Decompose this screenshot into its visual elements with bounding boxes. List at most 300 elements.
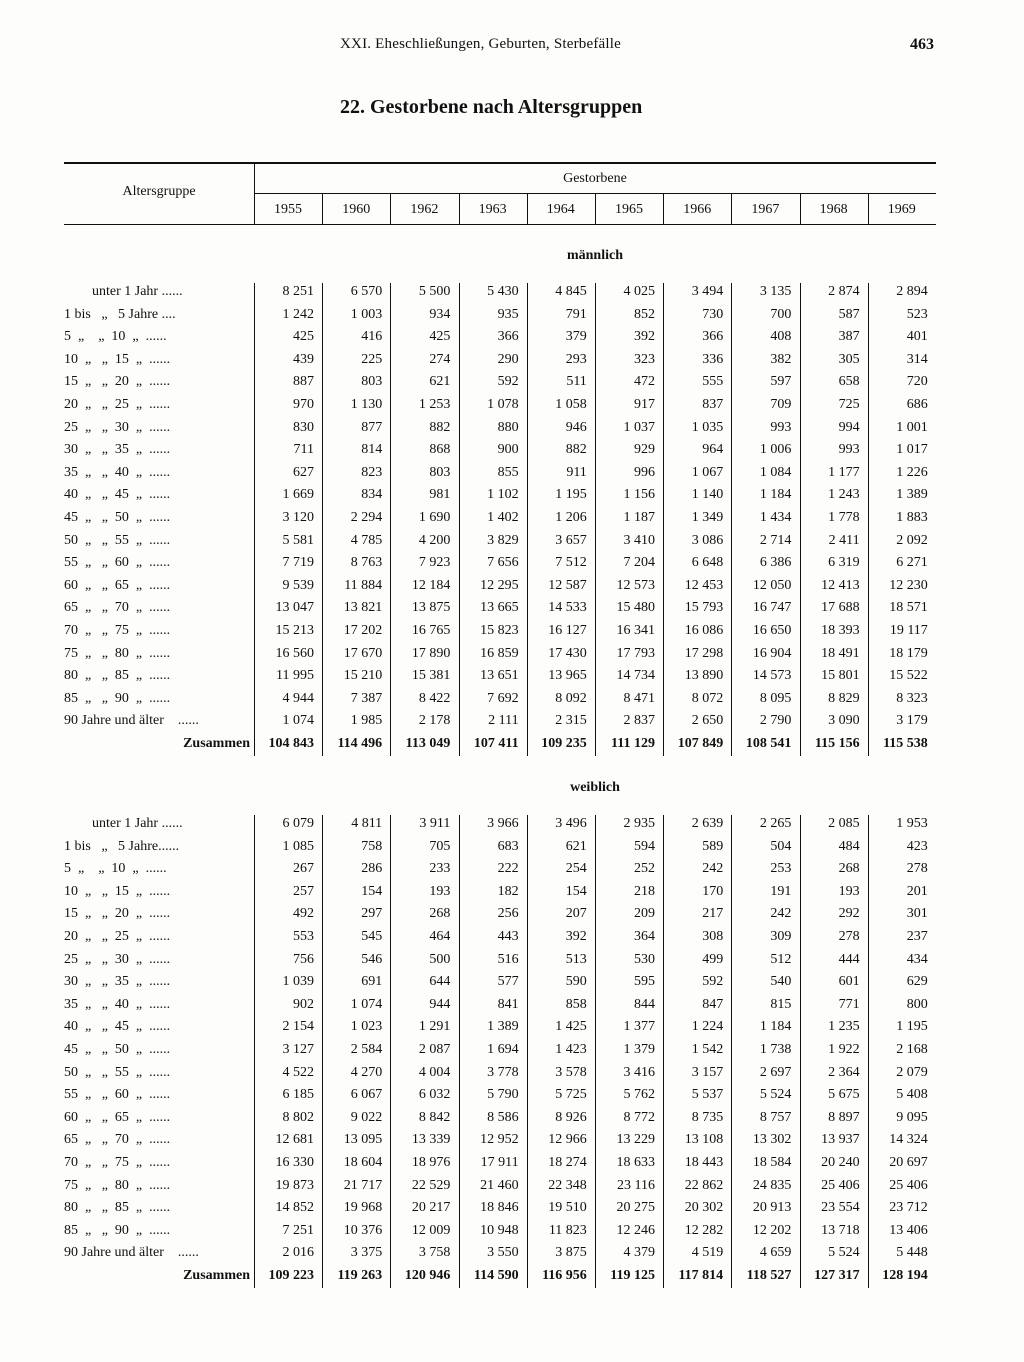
value-cell: 379 bbox=[565, 329, 587, 345]
value-cell: 823 bbox=[361, 464, 383, 480]
value-cell: 10 948 bbox=[480, 1222, 519, 1238]
value-cell: 7 692 bbox=[487, 690, 519, 706]
value-cell: 3 090 bbox=[828, 713, 860, 729]
value-cell: 1 187 bbox=[623, 510, 655, 525]
year-header: 1966 bbox=[683, 202, 712, 217]
value-cell: 17 202 bbox=[343, 623, 383, 638]
total-cell: 114 590 bbox=[473, 1268, 519, 1283]
value-cell: 887 bbox=[293, 374, 314, 390]
table-row bbox=[64, 994, 936, 1016]
value-cell: 4 200 bbox=[418, 532, 451, 548]
value-cell: 20 275 bbox=[616, 1200, 655, 1216]
value-cell: 2 837 bbox=[623, 713, 655, 729]
running-title: XXI. Eheschließungen, Geburten, Sterbefälle bbox=[340, 36, 622, 52]
age-group-label: 50 „ „ 55 „ ...... bbox=[64, 1064, 171, 1080]
value-cell: 8 926 bbox=[555, 1109, 587, 1125]
total-cell: 107 411 bbox=[473, 736, 519, 751]
table-row bbox=[64, 439, 936, 461]
age-group-label: 25 „ „ 30 „ ...... bbox=[64, 419, 171, 435]
value-cell: 1 017 bbox=[896, 442, 928, 458]
value-cell: 5 448 bbox=[896, 1245, 928, 1261]
table-row bbox=[64, 1175, 936, 1197]
value-cell: 12 246 bbox=[616, 1222, 655, 1238]
value-cell: 837 bbox=[702, 397, 724, 412]
value-cell: 15 213 bbox=[275, 623, 314, 638]
value-cell: 12 966 bbox=[548, 1132, 587, 1148]
value-cell: 434 bbox=[906, 951, 928, 967]
age-group-label: 60 „ „ 65 „ ...... bbox=[64, 1109, 171, 1125]
value-cell: 1 669 bbox=[282, 487, 314, 503]
value-cell: 7 719 bbox=[282, 555, 314, 571]
value-cell: 154 bbox=[565, 883, 587, 899]
table-row bbox=[64, 462, 936, 484]
value-cell: 1 542 bbox=[691, 1042, 724, 1057]
value-cell: 222 bbox=[497, 861, 519, 877]
value-cell: 6 067 bbox=[350, 1087, 383, 1103]
value-cell: 8 802 bbox=[282, 1109, 314, 1125]
age-group-label: 90 Jahre und älter ...... bbox=[64, 1245, 199, 1261]
value-cell: 23 116 bbox=[617, 1177, 655, 1193]
age-group-label: 30 „ „ 35 „ ...... bbox=[64, 442, 171, 458]
value-cell: 8 829 bbox=[828, 690, 860, 706]
value-cell: 17 911 bbox=[480, 1155, 519, 1170]
value-cell: 7 512 bbox=[555, 555, 587, 571]
total-cell: 115 538 bbox=[883, 736, 928, 751]
value-cell: 6 570 bbox=[350, 284, 383, 299]
value-cell: 1 379 bbox=[623, 1042, 655, 1057]
value-cell: 13 302 bbox=[752, 1132, 792, 1148]
table-row bbox=[64, 507, 936, 529]
value-cell: 964 bbox=[702, 442, 724, 458]
value-cell: 3 875 bbox=[555, 1245, 587, 1261]
age-group-label: 40 „ „ 45 „ ...... bbox=[64, 1019, 171, 1035]
value-cell: 1 102 bbox=[487, 487, 519, 503]
value-cell: 464 bbox=[429, 929, 451, 944]
value-cell: 5 430 bbox=[487, 284, 519, 299]
value-cell: 7 204 bbox=[623, 555, 655, 571]
age-group-label: 10 „ „ 15 „ ...... bbox=[64, 883, 171, 899]
value-cell: 292 bbox=[838, 906, 860, 922]
value-cell: 366 bbox=[497, 329, 519, 345]
year-header: 1962 bbox=[410, 202, 439, 217]
value-cell: 4 785 bbox=[350, 532, 383, 548]
value-cell: 12 587 bbox=[548, 577, 587, 593]
value-cell: 993 bbox=[770, 419, 792, 435]
value-cell: 855 bbox=[497, 464, 519, 480]
year-header: 1965 bbox=[615, 202, 643, 217]
value-cell: 17 430 bbox=[548, 645, 587, 661]
table-row bbox=[64, 304, 936, 326]
value-cell: 1 006 bbox=[759, 442, 792, 458]
value-cell: 286 bbox=[361, 861, 383, 877]
age-group-label: 75 „ „ 80 „ ...... bbox=[64, 645, 171, 661]
value-cell: 12 050 bbox=[752, 577, 792, 593]
table-row bbox=[64, 643, 936, 665]
value-cell: 1 883 bbox=[896, 510, 928, 525]
value-cell: 382 bbox=[770, 351, 792, 367]
table-row bbox=[64, 710, 936, 732]
value-cell: 12 282 bbox=[684, 1222, 724, 1238]
value-cell: 513 bbox=[565, 951, 587, 967]
year-header: 1967 bbox=[751, 202, 780, 217]
age-group-label: 1 bis „ 5 Jahre .... bbox=[64, 306, 176, 322]
value-cell: 1 085 bbox=[282, 838, 314, 854]
value-cell: 416 bbox=[361, 329, 383, 345]
age-group-label: 10 „ „ 15 „ ...... bbox=[64, 351, 171, 367]
value-cell: 16 341 bbox=[616, 623, 655, 638]
value-cell: 1 058 bbox=[555, 397, 587, 412]
value-cell: 170 bbox=[702, 883, 724, 899]
value-cell: 970 bbox=[293, 397, 314, 412]
value-cell: 13 965 bbox=[548, 668, 587, 684]
total-cell: 109 235 bbox=[541, 736, 587, 751]
value-cell: 1 156 bbox=[623, 487, 655, 503]
value-cell: 504 bbox=[770, 838, 792, 854]
total-label: Zusammen bbox=[183, 1268, 250, 1283]
value-cell: 25 406 bbox=[889, 1177, 928, 1193]
value-cell: 1 037 bbox=[623, 419, 655, 435]
value-cell: 12 681 bbox=[275, 1132, 314, 1148]
table-row bbox=[64, 836, 936, 858]
year-header: 1964 bbox=[546, 202, 575, 217]
value-cell: 7 251 bbox=[282, 1222, 314, 1238]
value-cell: 592 bbox=[702, 974, 724, 990]
table-row bbox=[64, 575, 936, 597]
age-group-label: unter 1 Jahr ...... bbox=[64, 816, 183, 831]
table-row bbox=[64, 484, 936, 506]
value-cell: 18 274 bbox=[548, 1155, 587, 1170]
value-cell: 18 491 bbox=[821, 645, 860, 661]
value-cell: 7 923 bbox=[418, 555, 451, 571]
value-cell: 309 bbox=[770, 929, 792, 944]
value-cell: 1 074 bbox=[350, 996, 383, 1012]
value-cell: 7 656 bbox=[487, 555, 519, 571]
value-cell: 8 471 bbox=[623, 690, 655, 706]
value-cell: 711 bbox=[293, 442, 314, 458]
age-group-label: 65 „ „ 70 „ ...... bbox=[64, 1132, 171, 1148]
total-cell: 111 129 bbox=[611, 736, 655, 751]
value-cell: 627 bbox=[293, 464, 314, 480]
value-cell: 1 423 bbox=[555, 1042, 587, 1057]
value-cell: 252 bbox=[634, 861, 655, 877]
value-cell: 8 586 bbox=[487, 1109, 519, 1125]
value-cell: 1 377 bbox=[623, 1019, 655, 1035]
value-cell: 16 650 bbox=[752, 623, 792, 638]
table-row bbox=[64, 971, 936, 993]
value-cell: 12 573 bbox=[616, 577, 655, 593]
value-cell: 22 348 bbox=[548, 1177, 587, 1193]
value-cell: 4 811 bbox=[351, 816, 383, 831]
value-cell: 540 bbox=[770, 974, 792, 990]
value-cell: 20 217 bbox=[411, 1200, 451, 1216]
table-row bbox=[64, 1129, 936, 1151]
value-cell: 6 032 bbox=[418, 1087, 451, 1103]
top-rule bbox=[64, 162, 936, 164]
value-cell: 1 206 bbox=[555, 510, 587, 525]
value-cell: 6 271 bbox=[896, 555, 928, 571]
value-cell: 1 140 bbox=[691, 487, 724, 503]
value-cell: 314 bbox=[906, 351, 928, 367]
value-cell: 3 416 bbox=[623, 1064, 655, 1080]
age-group-label: 60 „ „ 65 „ ...... bbox=[64, 577, 171, 593]
value-cell: 17 688 bbox=[821, 600, 860, 616]
value-cell: 2 111 bbox=[488, 713, 519, 729]
value-cell: 12 952 bbox=[480, 1132, 519, 1148]
value-cell: 981 bbox=[429, 487, 451, 503]
value-cell: 1 235 bbox=[828, 1019, 860, 1035]
value-cell: 278 bbox=[906, 861, 928, 877]
value-cell: 207 bbox=[565, 906, 587, 922]
value-cell: 2 790 bbox=[759, 713, 792, 729]
value-cell: 1 402 bbox=[487, 510, 519, 525]
value-cell: 408 bbox=[770, 329, 792, 345]
value-cell: 516 bbox=[497, 951, 519, 967]
value-cell: 8 772 bbox=[623, 1109, 655, 1125]
value-cell: 18 976 bbox=[411, 1155, 451, 1170]
value-cell: 225 bbox=[361, 351, 383, 367]
value-cell: 5 524 bbox=[828, 1245, 860, 1261]
value-cell: 705 bbox=[429, 838, 451, 854]
value-cell: 6 648 bbox=[691, 555, 724, 571]
value-cell: 217 bbox=[702, 906, 724, 922]
value-cell: 492 bbox=[293, 906, 314, 922]
value-cell: 242 bbox=[770, 906, 792, 922]
age-group-label: 15 „ „ 20 „ ...... bbox=[64, 906, 171, 922]
value-cell: 5 500 bbox=[418, 284, 451, 299]
value-cell: 336 bbox=[702, 351, 724, 367]
value-cell: 1 434 bbox=[759, 510, 792, 525]
value-cell: 4 522 bbox=[282, 1064, 314, 1080]
value-cell: 8 323 bbox=[896, 690, 928, 706]
table-row bbox=[64, 530, 936, 552]
value-cell: 15 823 bbox=[480, 623, 519, 638]
value-cell: 392 bbox=[565, 929, 587, 944]
value-cell: 844 bbox=[634, 996, 655, 1012]
value-cell: 577 bbox=[497, 974, 519, 990]
total-row bbox=[64, 733, 936, 755]
value-cell: 308 bbox=[702, 929, 724, 944]
value-cell: 730 bbox=[702, 306, 724, 322]
value-cell: 546 bbox=[361, 951, 383, 967]
value-cell: 13 339 bbox=[411, 1132, 451, 1148]
value-cell: 592 bbox=[497, 374, 519, 390]
value-cell: 16 330 bbox=[275, 1155, 314, 1170]
value-cell: 13 718 bbox=[821, 1222, 860, 1238]
value-cell: 22 529 bbox=[411, 1177, 451, 1193]
value-cell: 11 823 bbox=[548, 1222, 587, 1238]
value-cell: 387 bbox=[838, 329, 860, 345]
value-cell: 443 bbox=[497, 929, 519, 944]
value-cell: 1 039 bbox=[282, 974, 314, 990]
value-cell: 254 bbox=[565, 861, 587, 877]
value-cell: 11 884 bbox=[344, 577, 383, 593]
value-cell: 1 003 bbox=[350, 306, 383, 322]
table-row bbox=[64, 1039, 936, 1061]
value-cell: 8 735 bbox=[691, 1109, 724, 1125]
value-cell: 5 675 bbox=[828, 1087, 860, 1103]
year-header: 1963 bbox=[478, 202, 507, 217]
value-cell: 16 859 bbox=[480, 645, 519, 661]
table-row bbox=[64, 1062, 936, 1084]
value-cell: 2 697 bbox=[759, 1064, 792, 1080]
value-cell: 8 092 bbox=[555, 690, 587, 706]
age-group-label: 30 „ „ 35 „ ...... bbox=[64, 974, 171, 990]
year-header: 1969 bbox=[887, 202, 916, 217]
age-group-label: 70 „ „ 75 „ ...... bbox=[64, 1155, 171, 1170]
value-cell: 803 bbox=[429, 464, 451, 480]
table-row bbox=[64, 597, 936, 619]
value-cell: 771 bbox=[838, 996, 860, 1012]
value-cell: 201 bbox=[906, 883, 928, 899]
table-row bbox=[64, 417, 936, 439]
value-cell: 8 095 bbox=[759, 690, 792, 706]
value-cell: 597 bbox=[770, 374, 792, 390]
total-cell: 119 125 bbox=[610, 1268, 655, 1283]
total-cell: 109 223 bbox=[268, 1268, 314, 1283]
value-cell: 23 712 bbox=[889, 1200, 928, 1216]
value-cell: 1 195 bbox=[896, 1019, 928, 1035]
value-cell: 18 604 bbox=[343, 1155, 383, 1170]
value-cell: 5 537 bbox=[691, 1087, 724, 1103]
value-cell: 274 bbox=[429, 351, 451, 367]
value-cell: 2 874 bbox=[828, 284, 860, 299]
value-cell: 305 bbox=[838, 351, 860, 367]
value-cell: 9 539 bbox=[282, 577, 314, 593]
value-cell: 3 578 bbox=[555, 1064, 587, 1080]
value-cell: 555 bbox=[702, 374, 724, 390]
age-group-label: 1 bis „ 5 Jahre...... bbox=[64, 838, 180, 854]
value-cell: 425 bbox=[293, 329, 314, 345]
value-cell: 5 725 bbox=[555, 1087, 587, 1103]
year-header: 1968 bbox=[819, 202, 848, 217]
value-cell: 814 bbox=[361, 442, 383, 458]
value-cell: 13 095 bbox=[343, 1132, 383, 1148]
value-cell: 530 bbox=[634, 951, 655, 967]
section-title: weiblich bbox=[570, 780, 620, 795]
value-cell: 1 349 bbox=[691, 510, 724, 525]
value-cell: 13 229 bbox=[616, 1132, 655, 1148]
value-cell: 3 911 bbox=[419, 816, 451, 831]
value-cell: 209 bbox=[634, 906, 655, 922]
value-cell: 882 bbox=[429, 419, 451, 435]
value-cell: 877 bbox=[361, 419, 383, 435]
value-cell: 683 bbox=[497, 838, 519, 854]
value-cell: 323 bbox=[634, 351, 655, 367]
value-cell: 1 084 bbox=[759, 464, 792, 480]
value-cell: 1 177 bbox=[828, 464, 860, 480]
value-cell: 2 584 bbox=[350, 1042, 383, 1057]
value-cell: 425 bbox=[429, 329, 451, 345]
value-cell: 2 315 bbox=[555, 713, 587, 729]
value-cell: 18 846 bbox=[480, 1200, 519, 1216]
value-cell: 13 047 bbox=[275, 600, 314, 616]
table-row bbox=[64, 371, 936, 393]
value-cell: 499 bbox=[702, 951, 724, 967]
value-cell: 847 bbox=[702, 996, 724, 1012]
value-cell: 8 842 bbox=[418, 1109, 451, 1125]
value-cell: 13 665 bbox=[480, 600, 519, 616]
value-cell: 1 778 bbox=[828, 510, 860, 525]
value-cell: 12 184 bbox=[411, 577, 451, 593]
total-cell: 107 849 bbox=[677, 736, 724, 751]
age-group-label: 35 „ „ 40 „ ...... bbox=[64, 464, 171, 480]
table-row bbox=[64, 349, 936, 371]
table-row bbox=[64, 1084, 936, 1106]
value-cell: 589 bbox=[702, 838, 724, 854]
value-cell: 3 550 bbox=[487, 1245, 519, 1261]
value-cell: 242 bbox=[702, 861, 724, 877]
value-cell: 12 453 bbox=[684, 577, 724, 593]
total-cell: 119 263 bbox=[337, 1268, 383, 1283]
value-cell: 13 890 bbox=[684, 668, 724, 684]
value-cell: 20 913 bbox=[752, 1200, 792, 1216]
value-cell: 5 408 bbox=[896, 1087, 928, 1103]
value-cell: 18 571 bbox=[889, 600, 928, 616]
value-cell: 709 bbox=[770, 397, 792, 412]
value-cell: 944 bbox=[429, 996, 451, 1012]
value-cell: 2 079 bbox=[896, 1064, 928, 1080]
value-cell: 278 bbox=[838, 929, 860, 944]
value-cell: 9 095 bbox=[896, 1109, 928, 1125]
value-cell: 17 670 bbox=[343, 645, 383, 661]
value-cell: 1 690 bbox=[418, 510, 451, 525]
value-cell: 15 210 bbox=[343, 668, 383, 684]
value-cell: 2 294 bbox=[350, 510, 383, 525]
value-cell: 16 904 bbox=[752, 645, 792, 661]
age-group-label: 55 „ „ 60 „ ...... bbox=[64, 1087, 171, 1103]
value-cell: 21 460 bbox=[480, 1177, 519, 1193]
value-cell: 1 291 bbox=[418, 1019, 451, 1035]
value-cell: 6 319 bbox=[828, 555, 860, 571]
value-cell: 1 985 bbox=[350, 713, 383, 729]
value-cell: 13 651 bbox=[480, 668, 519, 684]
value-cell: 290 bbox=[497, 351, 519, 367]
value-cell: 1 243 bbox=[828, 487, 860, 503]
value-cell: 1 425 bbox=[555, 1019, 587, 1035]
value-cell: 3 120 bbox=[282, 510, 314, 525]
value-cell: 16 560 bbox=[275, 645, 314, 661]
value-cell: 1 035 bbox=[691, 419, 724, 435]
total-cell: 128 194 bbox=[882, 1268, 928, 1283]
value-cell: 868 bbox=[429, 442, 451, 458]
value-cell: 2 087 bbox=[418, 1042, 451, 1057]
value-cell: 834 bbox=[361, 487, 383, 503]
age-group-label: 35 „ „ 40 „ ...... bbox=[64, 996, 171, 1012]
total-label: Zusammen bbox=[183, 736, 250, 751]
value-cell: 15 801 bbox=[821, 668, 860, 684]
value-cell: 8 757 bbox=[759, 1109, 792, 1125]
value-cell: 20 302 bbox=[684, 1200, 724, 1216]
age-group-label: 70 „ „ 75 „ ...... bbox=[64, 623, 171, 638]
value-cell: 841 bbox=[497, 996, 519, 1012]
total-cell: 114 496 bbox=[337, 736, 383, 751]
table-row bbox=[64, 620, 936, 642]
value-cell: 191 bbox=[770, 883, 792, 899]
age-group-label: 85 „ „ 90 „ ...... bbox=[64, 690, 171, 706]
value-cell: 1 001 bbox=[896, 419, 928, 435]
value-cell: 1 184 bbox=[759, 1019, 792, 1035]
value-cell: 512 bbox=[770, 951, 792, 967]
value-cell: 17 793 bbox=[616, 645, 655, 661]
value-cell: 22 862 bbox=[684, 1177, 724, 1193]
value-cell: 902 bbox=[293, 996, 314, 1012]
table-row bbox=[64, 281, 936, 303]
value-cell: 621 bbox=[429, 374, 451, 390]
value-cell: 444 bbox=[838, 951, 860, 967]
value-cell: 257 bbox=[293, 883, 314, 899]
value-cell: 23 554 bbox=[821, 1200, 860, 1216]
value-cell: 595 bbox=[634, 974, 655, 990]
